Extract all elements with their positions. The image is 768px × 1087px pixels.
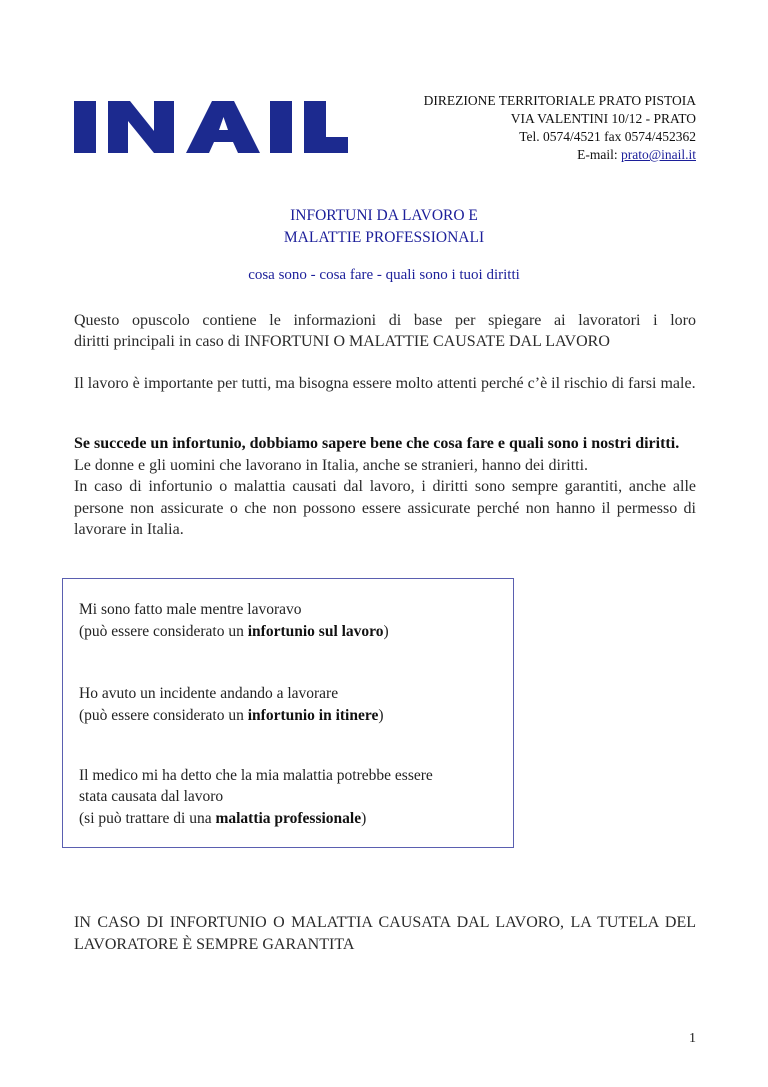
- title-line-1: INFORTUNI DA LAVORO E: [290, 207, 478, 224]
- closing-statement: IN CASO DI INFORTUNIO O MALATTIA CAUSATA DAL LAVORO, LA TUTELA DEL LAVORATORE È SEMPRE GARANTITA: [74, 914, 696, 953]
- title-line-2: MALATTIE PROFESSIONALI: [283, 229, 485, 246]
- box-item-2-prefix: (può essere considerato un: [79, 707, 248, 724]
- box-item-3-suffix: ): [361, 810, 367, 827]
- office-address: VIA VALENTINI 10/12 - PRATO: [510, 111, 696, 126]
- box-item-3-prefix: (si può trattare di una: [79, 810, 216, 827]
- box-item-2-line-2: [79, 705, 384, 726]
- inail-logo: [74, 97, 348, 155]
- rights-bold: Se succede un infortunio, dobbiamo sapere bene che cosa fare e quali sono i nostri diritti.: [74, 435, 680, 452]
- box-item-3-line-1: Il medico mi ha detto che la mia malattia potrebbe essere: [79, 767, 433, 784]
- office-email: [577, 147, 696, 163]
- box-item-1-line-2: [79, 621, 389, 642]
- box-item-1-term: infortunio sul lavoro: [247, 623, 384, 640]
- page-number: 1: [689, 1031, 696, 1046]
- box-item-1-prefix: (può essere considerato un: [79, 623, 248, 640]
- rights-paragraph: [74, 433, 696, 541]
- box-item-2-suffix: ): [378, 707, 384, 724]
- box-item-3-line-2: stata causata dal lavoro: [79, 788, 224, 805]
- box-item-1-line-1: Mi sono fatto male mentre lavoravo: [79, 601, 302, 618]
- rights-line-2: In caso di infortunio o malattia causati dal lavoro, i diritti sono sempre garantiti, anche alle persone non assicurate o che non possono essere assicurate perché non hanno il permesso di lavorare in Italia.: [74, 478, 696, 538]
- box-item-3-line-3: [79, 808, 366, 829]
- subtitle: cosa sono - cosa fare - quali sono i tuoi diritti: [248, 267, 520, 283]
- info-box: [62, 578, 514, 848]
- box-item-2-line-1: Ho avuto un incidente andando a lavorare: [79, 685, 339, 702]
- box-item-2-term: infortunio in itinere: [247, 707, 379, 724]
- box-item-1-suffix: ): [383, 623, 389, 640]
- office-phone: Tel. 0574/4521 fax 0574/452362: [519, 129, 696, 144]
- email-label: E-mail:: [577, 147, 621, 162]
- email-link[interactable]: prato@inail.it: [620, 147, 696, 162]
- box-item-3-term: malattia professionale: [215, 810, 362, 827]
- office-name: DIREZIONE TERRITORIALE PRATO PISTOIA: [423, 93, 696, 108]
- rights-line-1: Le donne e gli uomini che lavorano in Italia, anche se stranieri, hanno dei diritti.: [74, 456, 589, 474]
- importance-paragraph: Il lavoro è importante per tutti, ma bisogna essere molto attenti perché c’è il rischio di farsi male.: [74, 375, 696, 392]
- intro-line-2: diritti principali in caso di INFORTUNI O MALATTIE CAUSATE DAL LAVORO: [74, 333, 610, 350]
- intro-line-1: Questo opuscolo contiene le informazioni di base per spiegare ai lavoratori i loro: [74, 312, 696, 329]
